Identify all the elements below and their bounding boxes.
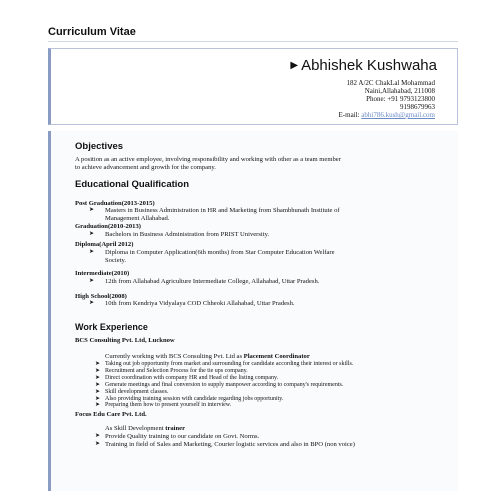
job-point: Generate meetings and final conversion to supply manpower according to company's requirements.	[105, 381, 344, 388]
email-line	[339, 111, 435, 119]
email-label: E-mail:	[338, 111, 360, 119]
address-line: 182 A/2C ChakLal Mohammad	[346, 79, 435, 87]
title-divider	[48, 41, 458, 42]
education-heading: Educational Qualification	[75, 179, 190, 190]
diploma-detail: Diploma in Computer Application(6th months) from Star Computer Education Welfare	[105, 249, 335, 256]
job-point: Training in field of Sales and Marketing, Courier logistic services and also in BPO (non voice)	[105, 441, 355, 448]
job2-intro	[105, 425, 185, 433]
triangle-icon: ▶	[290, 60, 299, 71]
job-point: Skill development classes.	[105, 388, 169, 395]
hs-title: High School(2008)	[75, 293, 127, 300]
bullet-icon: ➤	[95, 374, 101, 381]
grad-detail: Bachelors in Business Administration from PRIST University.	[105, 231, 270, 238]
job-point: Preparing them how to present yourself in interview.	[105, 402, 232, 409]
bullet-icon: ➤	[89, 249, 95, 255]
bullet-icon: ➤	[95, 381, 101, 388]
bullet-icon: ➤	[95, 367, 101, 374]
address-line: Naini,Allahabad, 211008	[364, 87, 435, 95]
email-link[interactable]: abhi786.kush@gmail.com	[361, 111, 435, 119]
address-block	[339, 79, 435, 119]
bullet-icon: ➤	[95, 395, 101, 402]
bullet-icon: ➤	[89, 231, 95, 237]
resume-body	[48, 131, 458, 491]
job1-intro	[105, 353, 310, 361]
pg-detail: Masters in Business Administration in HR and Marketing from Shambhunath Institute of	[105, 207, 340, 214]
pg-detail: Management Allahabad.	[105, 215, 170, 222]
job1-title: BCS Consulting Pvt. Ltd, Lucknow	[75, 337, 175, 344]
diploma-title: Diploma(April 2012)	[75, 241, 134, 248]
bullet-icon: ➤	[95, 388, 101, 395]
objectives-heading: Objectives	[75, 141, 124, 152]
bullet-icon: ➤	[89, 207, 95, 213]
job1-intro-text: Currently working with BCS Consulting Pvt. Ltd as	[105, 353, 244, 360]
phone-line-2: 9198679963	[400, 103, 435, 111]
job-point: Recruitment and Selection Process for the tie ups company.	[105, 367, 248, 374]
name-row	[290, 57, 437, 74]
bullet-icon: ➤	[95, 402, 101, 409]
job-point: Direct coordination with company HR and Head of the listing company.	[105, 374, 279, 381]
job1-role: Placement Coordinator	[243, 353, 310, 360]
page-title: Curriculum Vitae	[48, 26, 136, 38]
bullet-icon: ➤	[95, 441, 101, 447]
bullet-icon: ➤	[89, 278, 95, 284]
bullet-icon: ➤	[95, 361, 101, 367]
inter-title: Intermediate(2010)	[75, 270, 130, 277]
inter-detail: 12th from Allahabad Agriculture Intermediate College, Allahabad, Uttar Pradesh.	[105, 278, 320, 285]
job-point: Taking out job opportunity from market and surrounding for candidate according their interest or skills.	[105, 361, 354, 367]
pg-title: Post Graduation(2013-2015)	[75, 200, 155, 207]
job2-title: Focus Edu Care Pvt. Ltd.	[75, 411, 147, 418]
grad-title: Graduation(2010-2013)	[75, 223, 141, 230]
bullet-icon: ➤	[95, 433, 101, 439]
job-point: Provide Quality training to our candidate on Govt. Norms.	[105, 433, 260, 440]
job2-role: trainer	[165, 425, 186, 432]
diploma-detail: Society.	[105, 257, 126, 264]
objective-text: A position as an active employee, involving responsibility and working with other as a team member	[75, 156, 341, 163]
objective-text: to achieve advancement and growth for the company.	[75, 164, 216, 171]
phone-line: Phone: +91 9793123800	[366, 95, 435, 103]
job2-intro-text: As Skill Development	[105, 425, 166, 432]
header-box	[48, 48, 458, 125]
hs-detail: 10th from Kendriya Vidyalaya COD Chheoki Allahabad, Uttar Pradesh.	[105, 300, 295, 307]
candidate-name: Abhishek Kushwaha	[301, 57, 437, 74]
work-heading: Work Experience	[75, 322, 148, 332]
bullet-icon: ➤	[89, 300, 95, 306]
job-point: Also providing training session with candidate regarding jobs opportunity.	[105, 395, 284, 402]
